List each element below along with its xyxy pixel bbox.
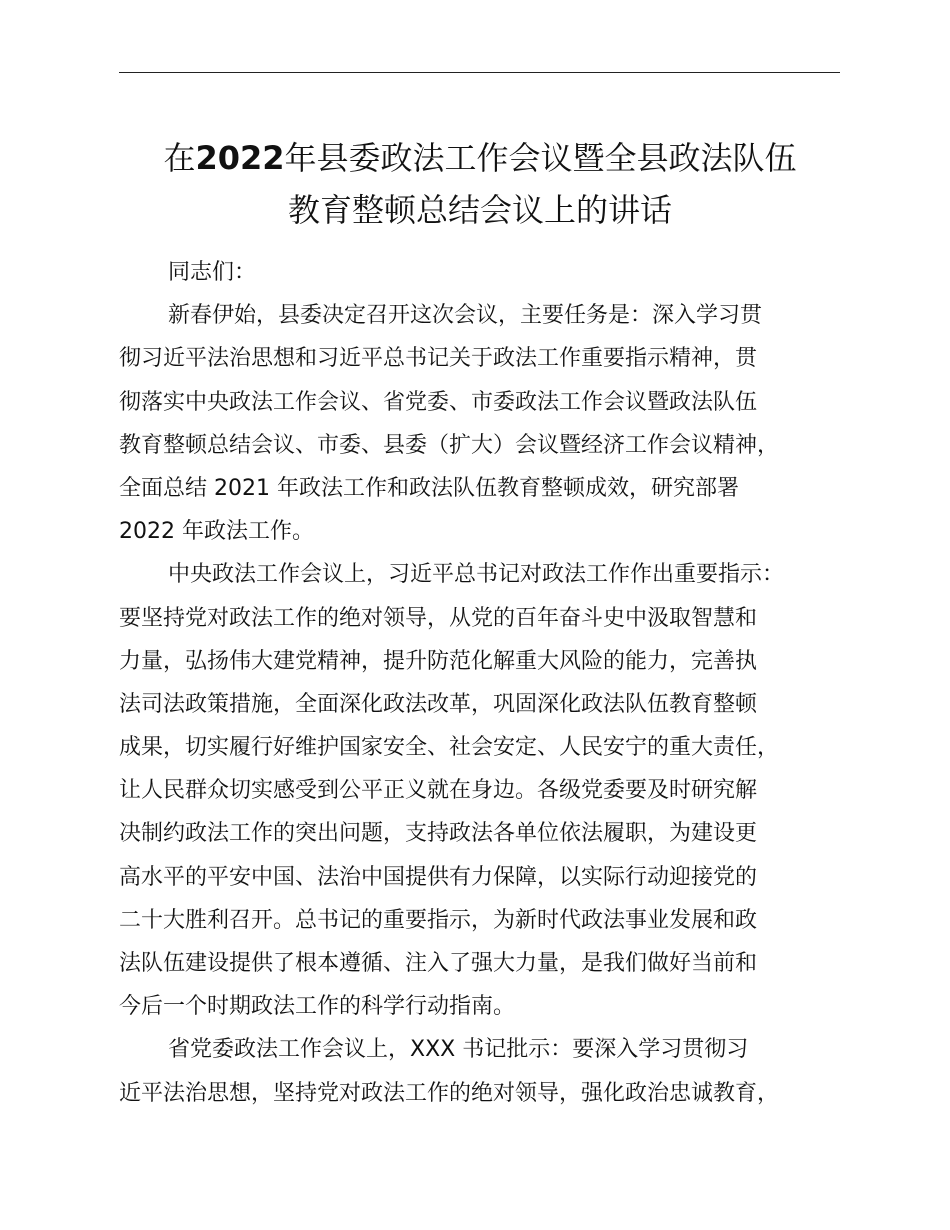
text-line: 法司法政策措施，全面深化政法改革，巩固深化政法队伍教育整顿 xyxy=(119,691,758,717)
text-line: 今后一个时期政法工作的科学行动指南。 xyxy=(119,994,516,1020)
text-line: 教育整顿总结会议、市委、县委（扩大）会议暨经济工作会议精神， xyxy=(119,432,780,458)
text-line: 让人民群众切实感受到公平正义就在身边。各级党委要及时研究解 xyxy=(119,778,758,804)
document-title-line-1 xyxy=(100,138,860,178)
title-suffix: 年县委政法工作会议暨全县政法队伍 xyxy=(284,139,797,177)
text-line: 决制约政法工作的突出问题，支持政法各单位依法履职，为建设更 xyxy=(119,821,758,847)
salutation: 同志们： xyxy=(168,260,257,285)
text-line: 成果，切实履行好维护国家安全、社会安定、人民安宁的重大责任， xyxy=(119,735,780,761)
text-line: 法队伍建设提供了根本遵循、注入了强大力量，是我们做好当前和 xyxy=(119,951,758,976)
text-line: 彻习近平法治思想和习近平总书记关于政法工作重要指示精神，贯 xyxy=(119,346,758,372)
header-rule xyxy=(119,72,840,73)
text-line: 高水平的平安中国、法治中国提供有力保障，以实际行动迎接党的 xyxy=(119,864,758,890)
text-line: 新春伊始，县委决定召开这次会议，主要任务是：深入学习贯 xyxy=(168,303,763,329)
document-body xyxy=(119,251,879,1115)
text-line: 彻落实中央政法工作会议、省党委、市委政法工作会议暨政法队伍 xyxy=(119,389,758,415)
text-line: 全面总结 2021 年政法工作和政法队伍教育整顿成效，研究部署 xyxy=(119,475,739,501)
text-line: 中央政法工作会议上，习近平总书记对政法工作作出重要指示： xyxy=(168,562,785,588)
text-line: 要坚持党对政法工作的绝对领导，从党的百年奋斗史中汲取智慧和 xyxy=(119,605,758,631)
document-title-line-2: 教育整顿总结会议上的讲话 xyxy=(287,191,672,229)
text-line: 二十大胜利召开。总书记的重要指示，为新时代政法事业发展和政 xyxy=(119,907,758,933)
text-line: 省党委政法工作会议上，XXX 书记批示：要深入学习贯彻习 xyxy=(168,1037,749,1063)
text-line: 近平法治思想，坚持党对政法工作的绝对领导，强化政治忠诚教育， xyxy=(119,1080,780,1106)
text-line: 力量，弘扬伟大建党精神，提升防范化解重大风险的能力，完善执 xyxy=(119,648,758,674)
title-prefix: 在 xyxy=(163,139,196,177)
title-year: 2022 xyxy=(195,139,285,177)
text-line: 2022 年政法工作。 xyxy=(119,519,314,545)
